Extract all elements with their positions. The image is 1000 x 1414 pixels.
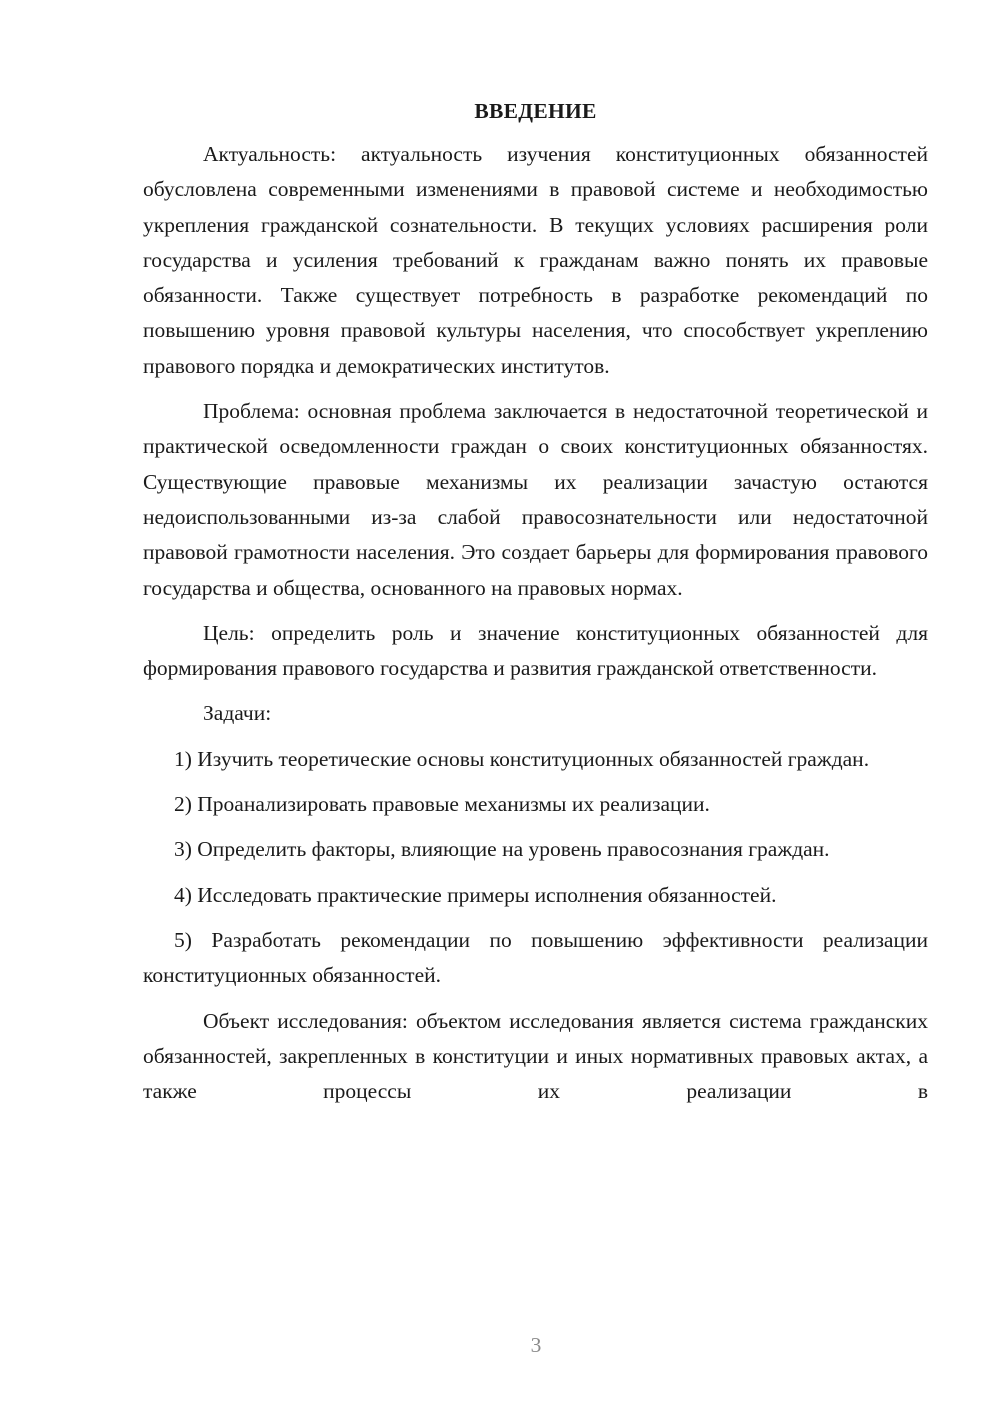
tasks-heading: Задачи:	[203, 701, 272, 726]
task-item-2: 2) Проанализировать правовые механизмы их реализации.	[174, 792, 710, 817]
page-number: 3	[530, 1333, 542, 1357]
task-item-5: 5) Разработать рекомендации по повышению эффективности реализации конституционных обязанностей.	[143, 927, 928, 988]
task-item-1: 1) Изучить теоретические основы конституционных обязанностей граждан.	[174, 746, 870, 771]
paragraph-relevance: Актуальность: актуальность изучения конституционных обязанностей обусловлена современными изменениями в правовой системе и необходимостью укрепления гражданской сознательности. В текущих условиях расширения роли государства и усиления требований к гражданам важно понять их правовые обязанности. Также существует потребность в разработке рекомендаций по повышению уровня правовой культуры населения, что способствует укреплению правового порядка и демократических институтов.	[143, 142, 928, 378]
document-page	[143, 96, 928, 1119]
section-title: ВВЕДЕНИЕ	[474, 99, 597, 123]
paragraph-object: Объект исследования: объектом исследования является система гражданских обязанностей, закрепленных в конституции и иных нормативных правовых актах, а также процессы их реализации в	[143, 1008, 928, 1104]
task-item-4: 4) Исследовать практические примеры исполнения обязанностей.	[174, 882, 777, 907]
paragraph-problem: Проблема: основная проблема заключается в недостаточной теоретической и практической осведомленности граждан о своих конституционных обязанностях. Существующие правовые механизмы их реализации зачастую остаются недоиспользованными из-за слабой правосознательности или недостаточной правовой грамотности населения. Это создает барьеры для формирования правового государства и общества, основанного на правовых нормах.	[143, 399, 928, 600]
task-item-3: 3) Определить факторы, влияющие на уровень правосознания граждан.	[174, 837, 830, 862]
paragraph-goal: Цель: определить роль и значение конституционных обязанностей для формирования правового государства и развития гражданской ответственности.	[143, 620, 928, 681]
